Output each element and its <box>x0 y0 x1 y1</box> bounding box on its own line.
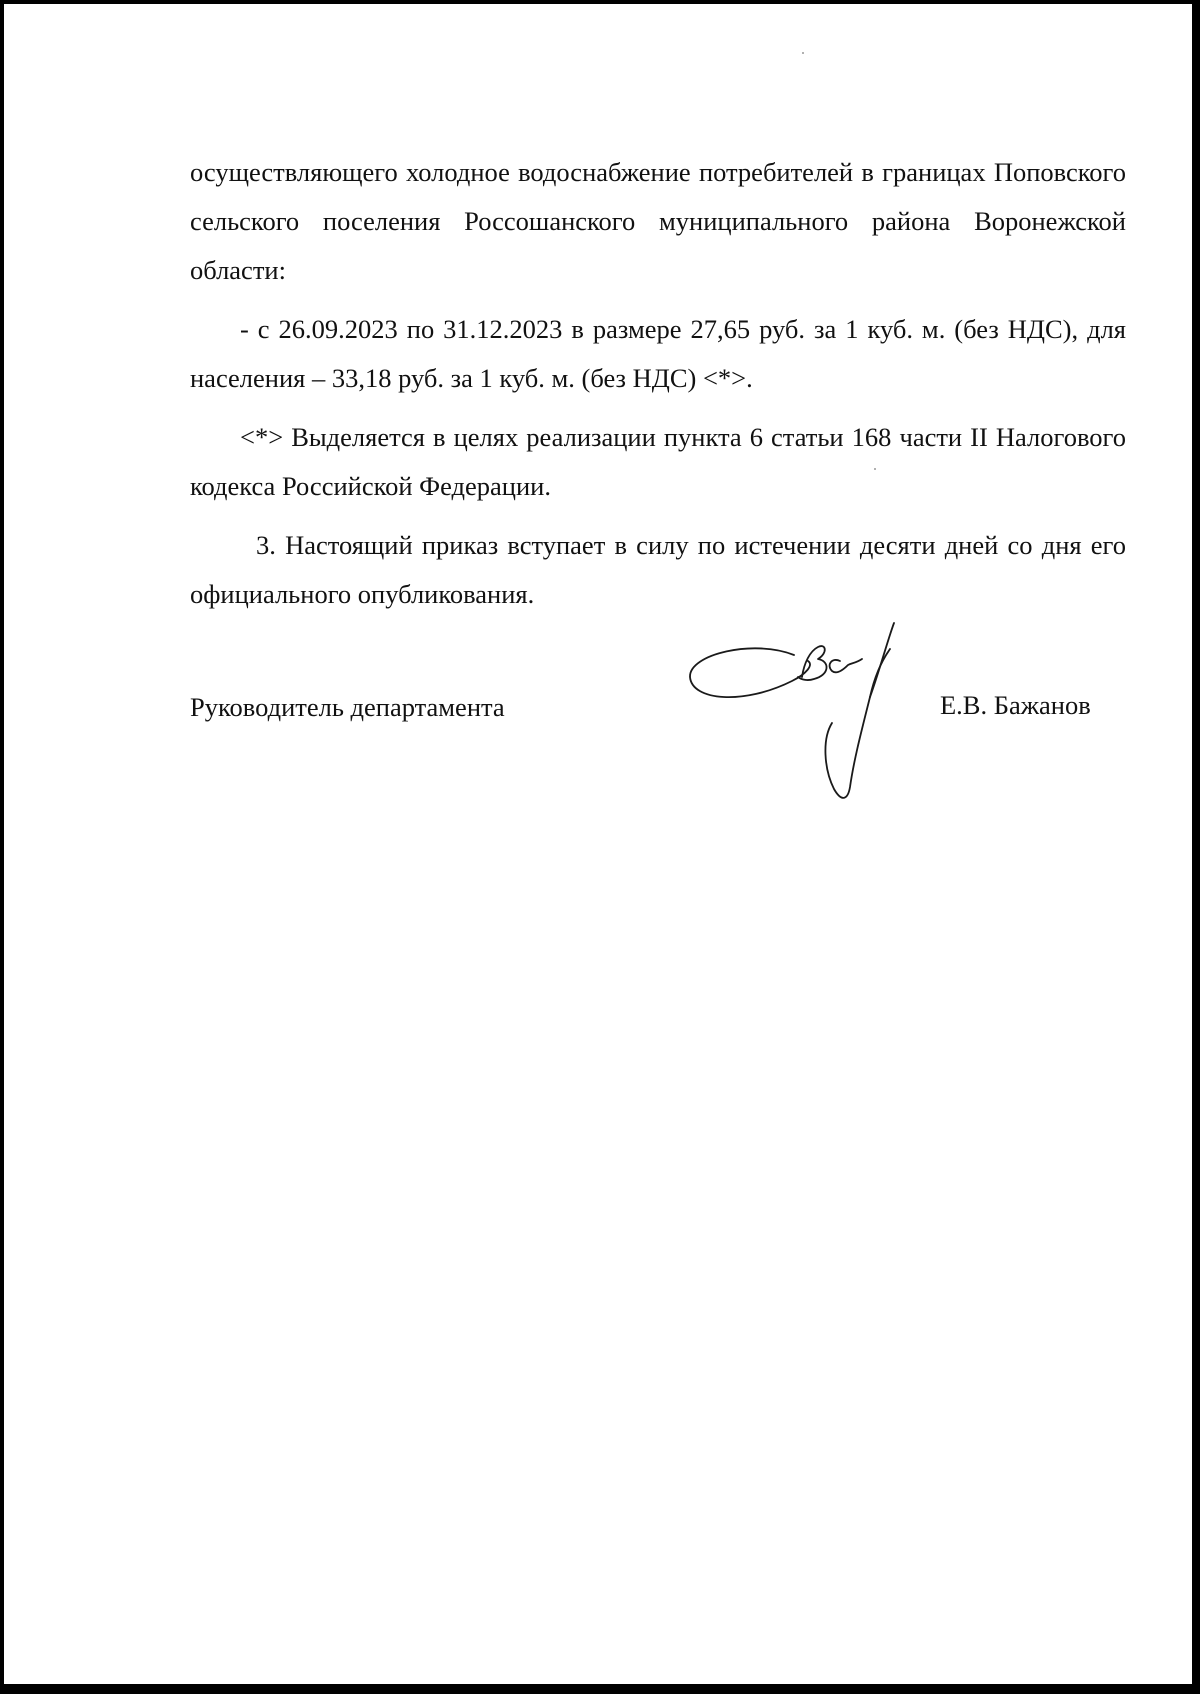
signatory-name: Е.В. Бажанов <box>940 690 1091 720</box>
paragraph-tariff-rates: - с 26.09.2023 по 31.12.2023 в размере 27,65 руб. за 1 куб. м. (без НДС), для населения – 33,18 руб. за 1 куб. м. (без НДС) <*>. <box>190 314 1126 393</box>
document-body <box>190 148 1126 629</box>
paragraph-water-supply-intro: осуществляющего холодное водоснабжение потребителей в границах Поповского сельского поселения Россошанского муниципального района Воронежской области: <box>190 157 1126 285</box>
paragraph-effective-date: 3. Настоящий приказ вступает в силу по истечении десяти дней со дня его официального опубликования. <box>190 530 1126 609</box>
signatory-position: Руководитель департамента <box>190 692 505 722</box>
signature-block <box>190 682 1120 802</box>
document-page <box>4 4 1192 1684</box>
scan-speck <box>802 52 804 54</box>
paragraph-vat-footnote: <*> Выделяется в целях реализации пункта 6 статьи 168 части II Налогового кодекса Российской Федерации. <box>190 422 1126 501</box>
handwritten-signature <box>684 619 924 819</box>
scan-speck <box>874 468 876 470</box>
